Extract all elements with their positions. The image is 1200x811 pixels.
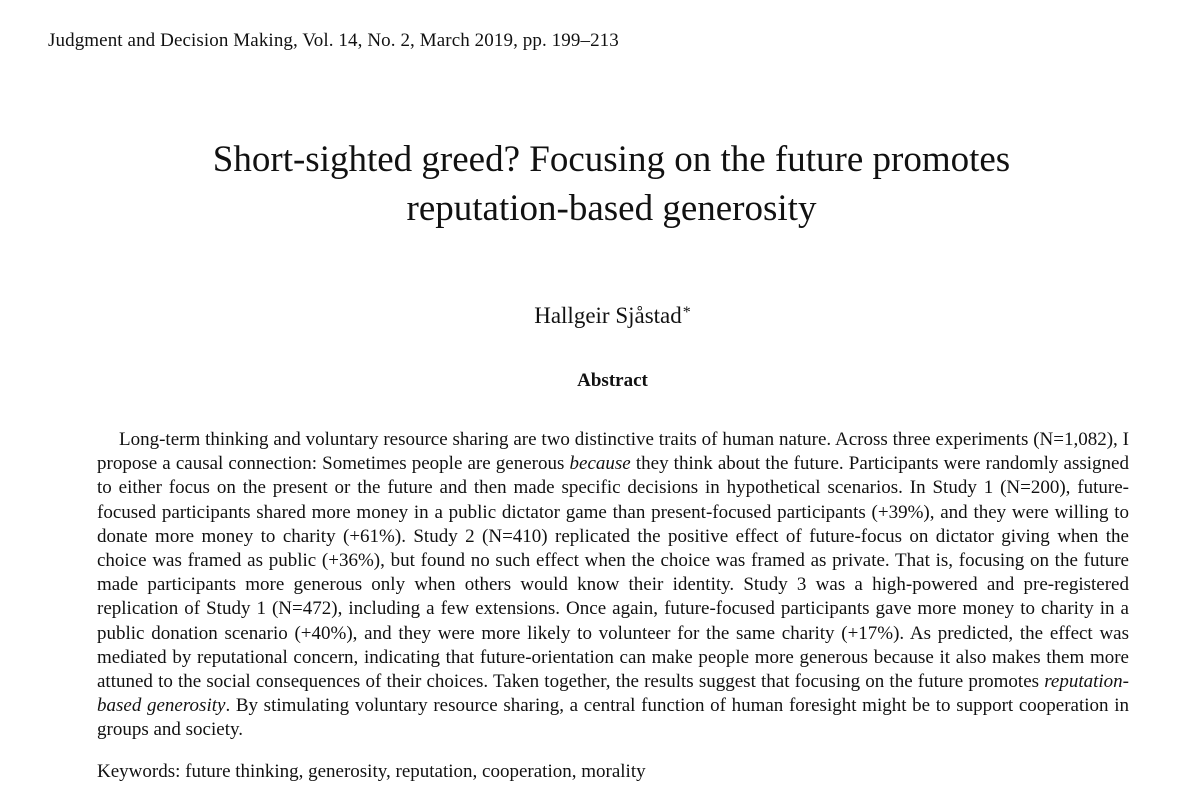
abstract-body <box>97 428 1129 743</box>
abstract-text-part-3: . By stimulating voluntary resource sharing, a central function of human foresight might be to support cooperation in groups and society. <box>97 695 1129 741</box>
abstract-text-part-2: they think about the future. Participants were randomly assigned to either focus on the present or the future and then made specific decisions in hypothetical scenarios. In Study 1 (N=200), future-focused participants shared more money in a public dictator game than present-focused participants (+39%), and they were willing to donate more money to charity (+61%). Study 2 (N=410) replicated the positive effect of future-focus on dictator giving when the choice was framed as public (+36%), but found no such effect when the choice was framed as private. That is, focusing on the future made participants more generous only when others would know their identity. Study 3 was a high-powered and pre-registered replication of Study 1 (N=472), including a few extensions. Once again, future-focused participants gave more money to charity in a public donation scenario (+40%), and they were more likely to volunteer for the same charity (+17%). As predicted, the effect was mediated by reputational concern, indicating that future-orientation can make people more generous because it also makes them more attuned to the social consequences of their choices. Taken together, the results suggest that focusing on the future promotes <box>97 453 1129 693</box>
paper-title-line-1: Short-sighted greed? Focusing on the future promotes <box>212 139 1011 180</box>
abstract-text-part-1: Long-term thinking and voluntary resource sharing are two distinctive traits of human nature. Across three experiments (N=1,082), I propose a causal connection: Sometimes people are generous <box>97 429 1129 475</box>
keywords-values: future thinking, generosity, reputation, cooperation, morality <box>185 761 646 782</box>
author-line <box>0 303 1200 329</box>
author-footnote-mark: * <box>682 304 691 321</box>
keywords-line <box>97 761 646 783</box>
paper-title-line-2: reputation-based generosity <box>406 188 817 229</box>
journal-citation: Judgment and Decision Making, Vol. 14, No. 2, March 2019, pp. 199–213 <box>48 30 619 51</box>
paper-title <box>0 135 1200 233</box>
keywords-label: Keywords: <box>97 761 181 782</box>
abstract-heading: Abstract <box>577 370 648 391</box>
abstract-emphasis-reputation: reputation-based generosity <box>97 671 1129 717</box>
author-name: Hallgeir Sjåstad <box>534 303 682 328</box>
abstract-emphasis-because: because <box>569 453 631 475</box>
